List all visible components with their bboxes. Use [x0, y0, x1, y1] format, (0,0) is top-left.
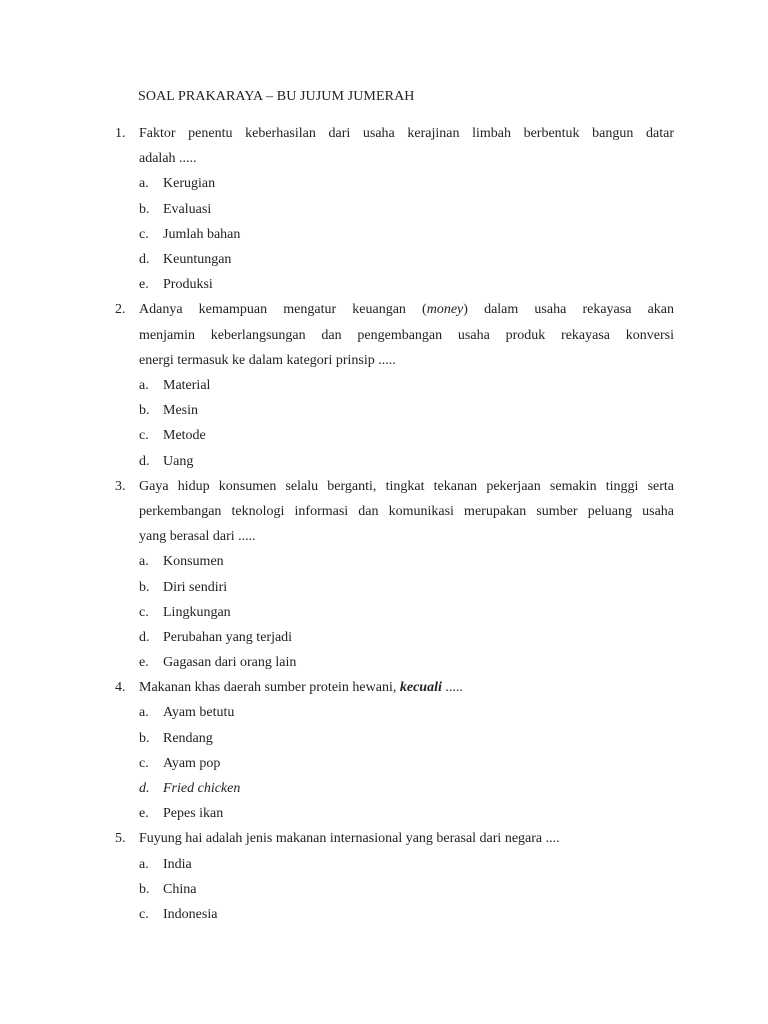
option-c: [0, 600, 768, 625]
option-letter: e.: [139, 806, 149, 822]
option-c: [0, 423, 768, 448]
option-a: [0, 373, 768, 398]
question-4: [0, 675, 768, 826]
option-letter: e.: [139, 277, 149, 293]
option-text: Fried chicken: [163, 781, 241, 797]
option-letter: d.: [139, 781, 150, 797]
question-5: [0, 826, 768, 927]
option-a: [0, 549, 768, 574]
option-text: Rendang: [163, 730, 213, 746]
option-text: Evaluasi: [163, 201, 212, 217]
option-text: Lingkungan: [163, 604, 231, 620]
question-number: 4.: [115, 680, 126, 696]
option-text: Uang: [163, 453, 194, 469]
option-letter: a.: [139, 377, 149, 393]
option-list: [0, 700, 768, 826]
option-letter: c.: [139, 604, 149, 620]
question-number: 2.: [115, 302, 126, 318]
question-text-line: yang berasal dari .....: [139, 529, 256, 545]
option-letter: a.: [139, 176, 149, 192]
option-b: [0, 575, 768, 600]
question-number: 5.: [115, 831, 126, 847]
option-c: [0, 902, 768, 927]
option-text: Perubahan yang terjadi: [163, 629, 293, 645]
option-a: [0, 171, 768, 196]
option-letter: c.: [139, 906, 149, 922]
option-c: [0, 222, 768, 247]
option-e: [0, 272, 768, 297]
option-letter: b.: [139, 881, 150, 897]
option-text: Material: [163, 377, 211, 393]
question-text-segment: ) dalam usaha rekayasa akan: [463, 302, 674, 318]
option-letter: d.: [139, 251, 150, 267]
question-1: [0, 121, 768, 297]
question-text-line: Faktor penentu keberhasilan dari usaha kerajinan limbah berbentuk bangun datar: [139, 126, 674, 141]
option-e: [0, 801, 768, 826]
option-text: Pepes ikan: [163, 806, 224, 822]
question-number: 3.: [115, 478, 126, 494]
option-list: [0, 373, 768, 474]
option-text: Diri sendiri: [163, 579, 228, 595]
option-text: Jumlah bahan: [163, 226, 241, 242]
question-text-segment: Makanan khas daerah sumber protein hewani,: [139, 680, 400, 696]
question-text-line: adalah .....: [139, 151, 197, 167]
option-text: Ayam betutu: [163, 705, 235, 721]
option-letter: e.: [139, 655, 149, 671]
question-2: [0, 297, 768, 473]
option-letter: a.: [139, 705, 149, 721]
option-d: [0, 247, 768, 272]
option-letter: c.: [139, 428, 149, 444]
question-text-line: energi termasuk ke dalam kategori prinsip .....: [139, 352, 396, 368]
option-letter: c.: [139, 226, 149, 242]
option-text: Gagasan dari orang lain: [163, 655, 297, 671]
option-letter: b.: [139, 403, 150, 419]
option-d: [0, 625, 768, 650]
option-list: [0, 852, 768, 928]
option-letter: b.: [139, 579, 150, 595]
question-text-emphasis: kecuali: [399, 680, 442, 696]
question-text-segment: .....: [441, 680, 463, 696]
question-text-line: menjamin keberlangsungan dan pengembangan usaha produk rekayasa konversi: [139, 327, 674, 343]
option-text: China: [163, 881, 197, 897]
option-list: [0, 549, 768, 675]
option-e: [0, 650, 768, 675]
option-letter: d.: [139, 629, 150, 645]
option-d: [0, 449, 768, 474]
option-letter: a.: [139, 856, 149, 872]
question-text-line: [139, 297, 674, 322]
option-d: [0, 776, 768, 801]
option-list: [0, 171, 768, 297]
option-b: [0, 398, 768, 423]
option-text: Keuntungan: [163, 251, 232, 267]
option-text: Indonesia: [163, 906, 218, 922]
question-number: 1.: [115, 126, 126, 141]
option-text: Mesin: [163, 403, 198, 419]
option-b: [0, 726, 768, 751]
option-a: [0, 700, 768, 725]
option-b: [0, 877, 768, 902]
option-text: Ayam pop: [163, 755, 221, 771]
question-list: [0, 121, 768, 927]
question-text-line: perkembangan teknologi informasi dan komunikasi merupakan sumber peluang usaha: [139, 503, 674, 519]
option-letter: b.: [139, 730, 150, 746]
option-a: [0, 852, 768, 877]
option-b: [0, 197, 768, 222]
option-text: Metode: [163, 428, 206, 444]
question-text-italic: money: [426, 302, 464, 318]
option-letter: c.: [139, 755, 149, 771]
option-text: Konsumen: [163, 554, 224, 570]
option-letter: b.: [139, 201, 150, 217]
document-title: SOAL PRAKARAYA – BU JUJUM JUMERAH: [138, 89, 415, 104]
option-text: Produksi: [163, 277, 213, 293]
option-letter: a.: [139, 554, 149, 570]
question-text-line: [139, 675, 674, 700]
option-c: [0, 751, 768, 776]
option-text: Kerugian: [163, 176, 216, 192]
question-text-segment: Adanya kemampuan mengatur keuangan (: [139, 302, 427, 318]
option-letter: d.: [139, 453, 150, 469]
option-text: India: [163, 856, 192, 872]
question-text-line: Gaya hidup konsumen selalu berganti, tingkat tekanan pekerjaan semakin tinggi serta: [139, 478, 674, 494]
question-text-line: Fuyung hai adalah jenis makanan internasional yang berasal dari negara ....: [139, 831, 560, 847]
question-3: [0, 474, 768, 676]
